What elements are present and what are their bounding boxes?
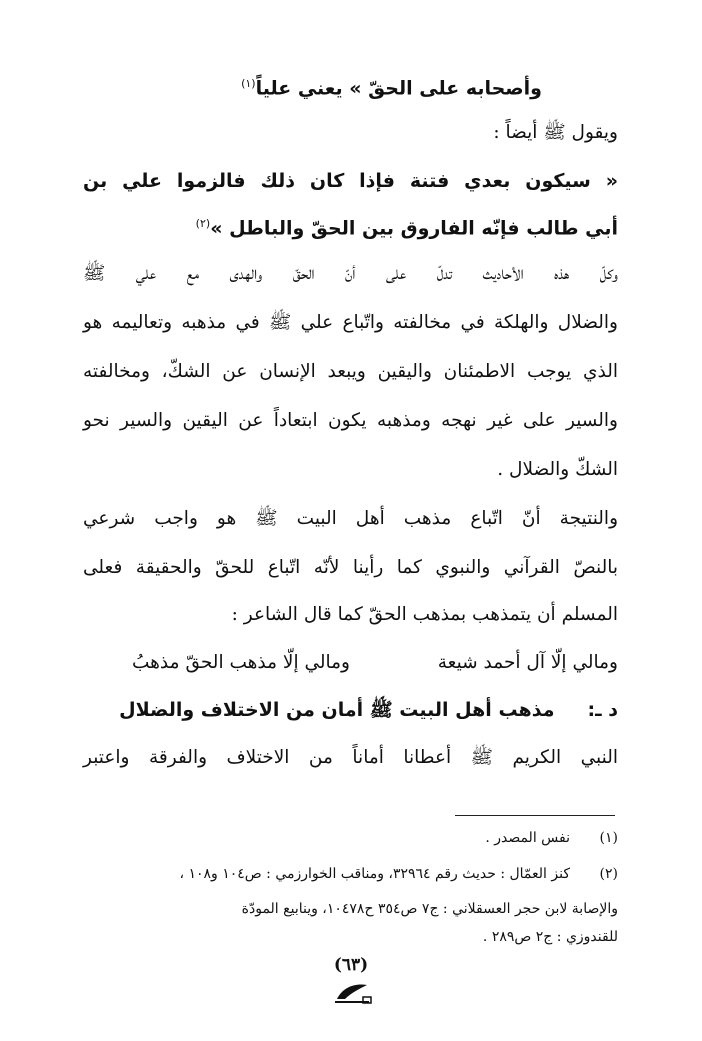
text-line-12: المسلم أن يتمذهب بمذهب الحقّ كما قال الشاعر : <box>231 604 618 625</box>
poem-hemistich-2: ومالي إلّا مذهب الحقّ مذهبُ <box>132 652 350 673</box>
text-line-9: الشكّ والضلال . <box>497 459 618 480</box>
text-line-10: والنتيجة أنّ اتّباع مذهب أهل البيت ﷺ هو واجب شرعي <box>83 508 618 529</box>
footnote-ref-2: (٢) <box>195 217 211 230</box>
text-line-1: وأصحابه على الحقّ » يعني علياً$^{(١)}$ <box>241 77 542 100</box>
section-heading: د ـ: مذهب أهل البيت ﷺ أمان من الاختلاف والضلال <box>119 699 618 721</box>
text-line-4: أبي طالب فإنّه الفاروق بين الحقّ والباطل »$^{(٢)}$ <box>195 217 618 240</box>
text-line-8: والسير على غير نهجه ومذهبه يكون ابتعاداً عن اليقين والسير نحو <box>83 410 618 431</box>
text-line-7: الذي يوجب الاطمئنان واليقين ويبعد الإنسان عن الشكّ، ومخالفته <box>83 361 618 382</box>
footnote-number: (٢) <box>599 866 618 882</box>
footnote-2-cont-1: والإصابة لابن حجر العسقلاني : ج٧ ص٣٥٤ ح١٠٤٧٨، وينابيع المودّة <box>241 901 618 917</box>
text-line-2: ويقول ﷺ أيضاً : <box>493 122 618 143</box>
footnote-number: (١) <box>599 830 618 846</box>
footnote-text: نفس المصدر . <box>485 830 570 846</box>
text-line-3: « سيكون بعدي فتنة فإذا كان ذلك فالزموا علي بن <box>83 170 618 192</box>
footnote-ref-1: (١) <box>241 77 256 90</box>
quill-icon <box>333 981 373 1005</box>
footnote-text: كنز العمّال : حديث رقم ٣٢٩٦٤، ومناقب الخوارزمي : ص١٠٤ و١٠٨ ، <box>179 866 570 882</box>
text-line-5: وكلّ هذه الأحاديث تدلّ على أنّ الحقّ والهدى مع علي ﷺ <box>83 263 618 284</box>
text-line-6: والضلال والهلكة في مخالفته واتّباع علي ﷺ في مذهبه وتعاليمه هو <box>83 312 618 333</box>
footnote-divider <box>455 815 615 816</box>
page-number: (٦٣) <box>333 955 369 975</box>
footnote-2-cont-2: للقندوزي : ج٢ ص٢٨٩ . <box>482 929 618 945</box>
text-line-13: النبي الكريم ﷺ أعطانا أماناً من الاختلاف والفرقة واعتبر <box>83 747 618 768</box>
text-line-11: بالنصّ القرآني والنبوي كما رأينا لأنّه اتّباع للحقّ والحقيقة فعلى <box>83 557 618 578</box>
poem-hemistich-1: ومالي إلّا آل أحمد شيعة <box>437 652 618 673</box>
